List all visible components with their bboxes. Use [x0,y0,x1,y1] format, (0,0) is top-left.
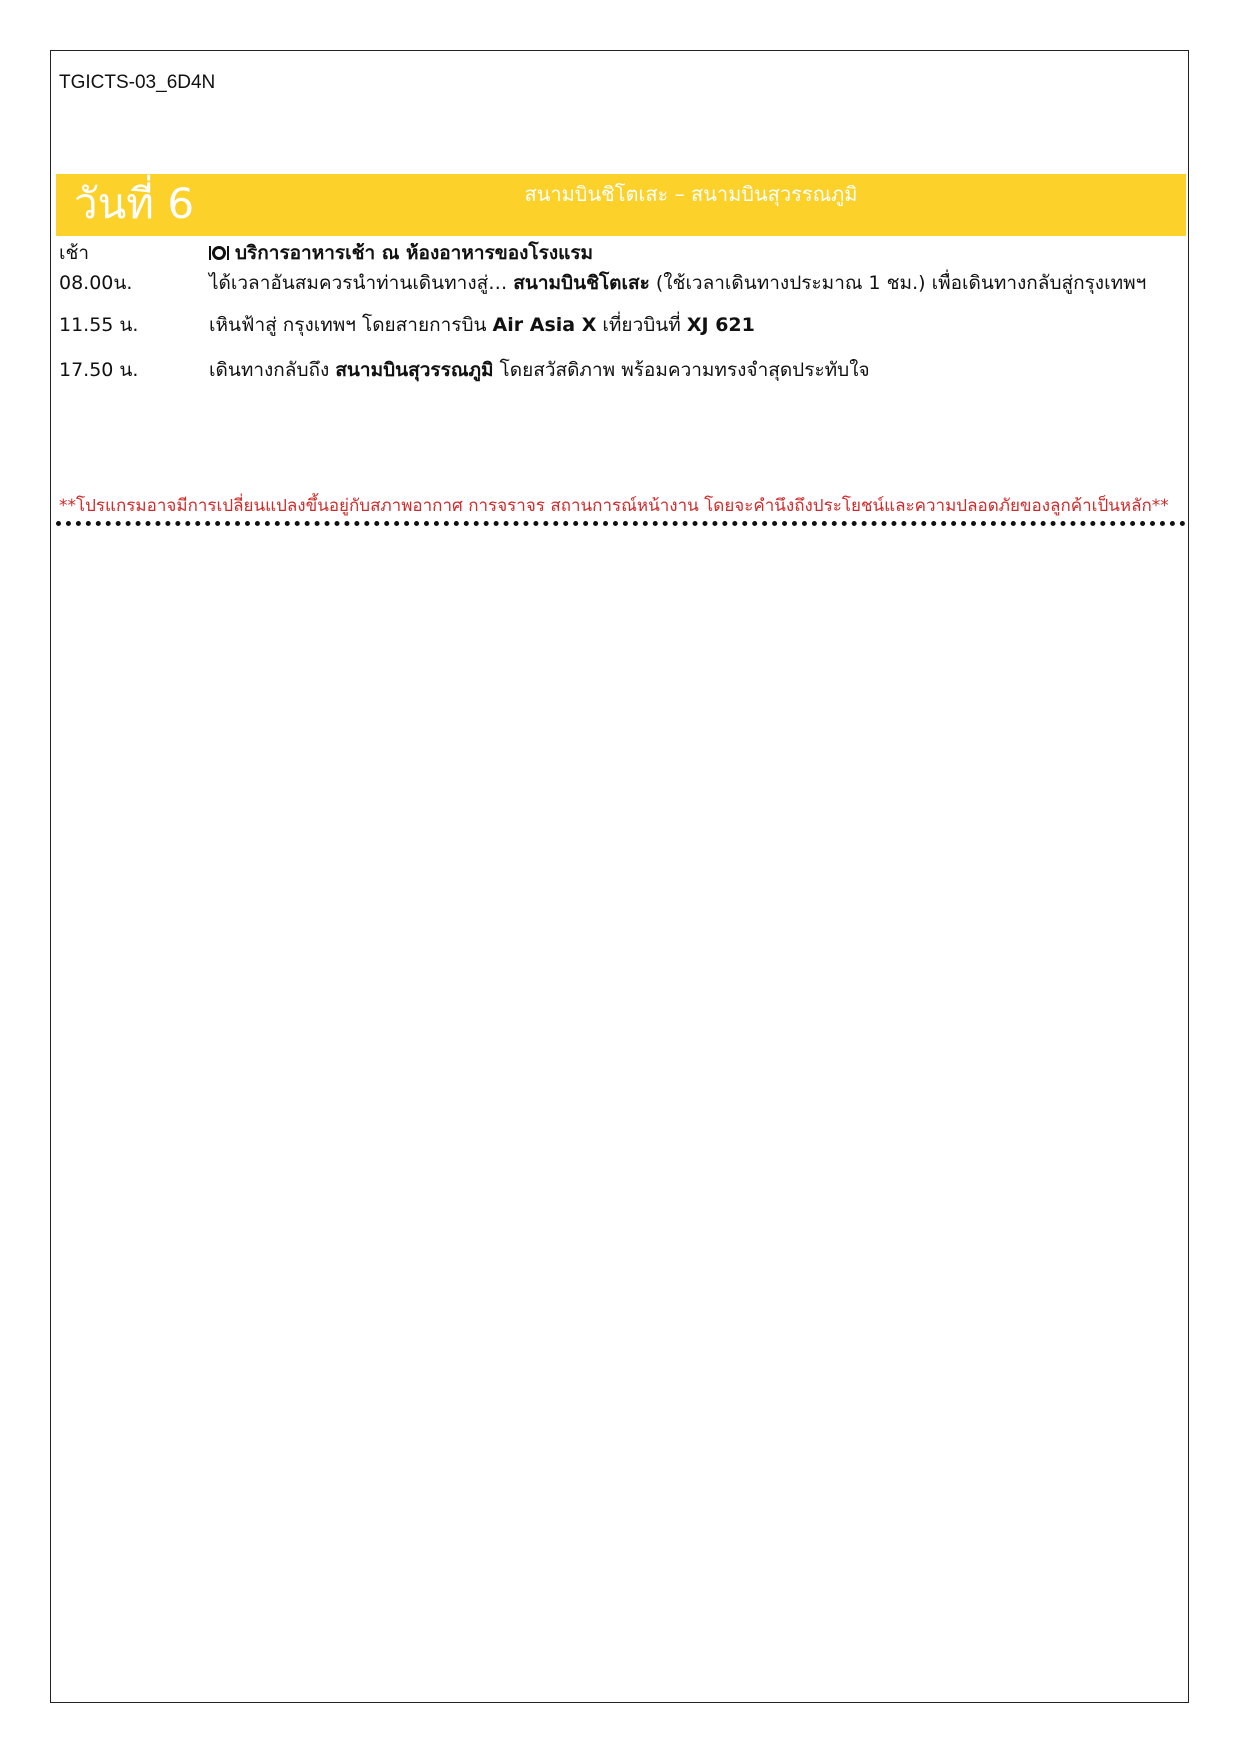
row-text: (ใช้เวลาเดินทางประมาณ 1 ชม.) เพื่อเดินทางกลับสู่กรุงเทพฯ [649,272,1147,294]
day-banner [56,174,1186,236]
row-text: เที่ยวบินที่ [596,314,687,336]
dotted-divider [56,521,1186,526]
row-text: เดินทางกลับถึง [209,359,336,381]
day-route: สนามบินชิโตเสะ – สนามบินสุวรรณภูมิ [524,182,858,206]
row-bold-text: สนามบินชิโตเสะ [513,272,650,294]
airline-name: Air Asia X [492,314,597,336]
row-bold-text: สนามบินสุวรรณภูมิ [335,359,494,381]
row-time: 17.50 น. [59,359,139,381]
page-frame [50,50,1189,1703]
row-time: 11.55 น. [59,314,139,336]
row-time: เช้า [59,242,90,264]
flight-number: XJ 621 [686,314,755,336]
meal-icon [209,244,229,262]
row-description [209,270,1146,296]
row-text: เหินฟ้าสู่ กรุงเทพฯ โดยสายการบิน [209,314,493,336]
row-text: โดยสวัสดิภาพ พร้อมความทรงจำสุดประทับใจ [493,359,870,381]
document-code: TGICTS-03_6D4N [59,72,216,93]
row-description [209,240,593,266]
row-description [209,312,755,338]
row-text: ได้เวลาอันสมควรนำท่านเดินทางสู่… [209,272,514,294]
breakfast-text: บริการอาหารเช้า ณ ห้องอาหารของโรงแรม [235,242,594,264]
program-change-note: **โปรแกรมอาจมีการเปลี่ยนแปลงขึ้นอยู่กับสภาพอากาศ การจราจร สถานการณ์หน้างาน โดยจะคำนึงถึงประโยชน์และความปลอดภัยของลูกค้าเป็นหลัก** [59,496,1169,516]
day-title: วันที่ 6 [74,179,195,228]
row-time: 08.00น. [59,272,133,294]
row-description [209,357,870,383]
